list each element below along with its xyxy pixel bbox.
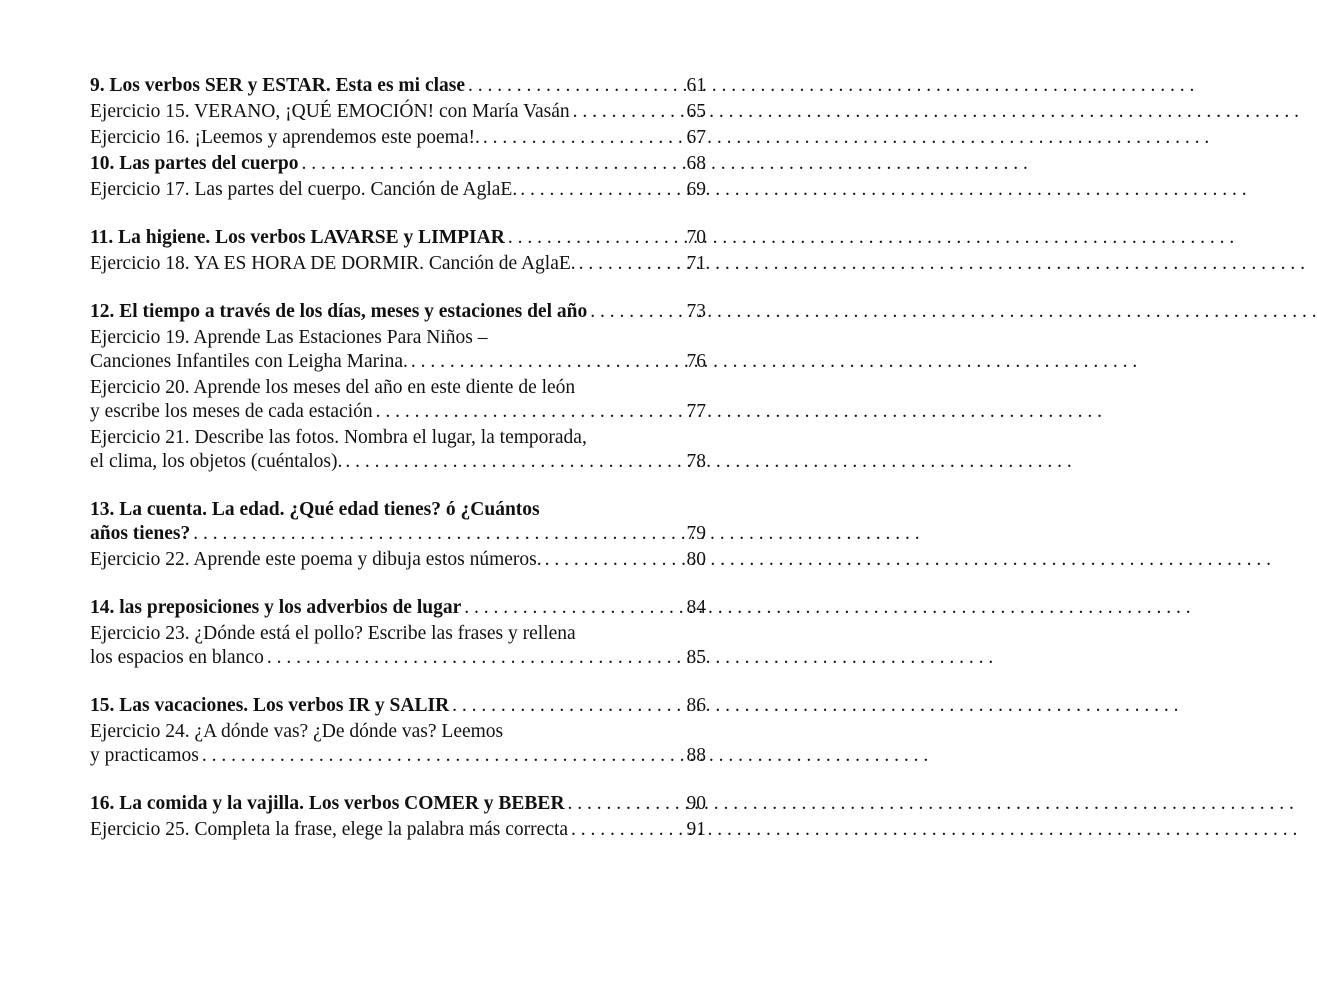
dot-leader bbox=[190, 522, 686, 546]
page-number: 88 bbox=[686, 745, 706, 766]
entry-title: 10. Las partes del cuerpo bbox=[90, 153, 299, 174]
entry-title-line: Ejercicio 21. Describe las fotos. Nombra el lugar, la temporada, bbox=[90, 427, 587, 448]
toc-section bbox=[90, 498, 706, 572]
page-number: 90 bbox=[686, 793, 706, 814]
exercise-entry[interactable] bbox=[90, 376, 706, 424]
entry-leader-line bbox=[90, 818, 706, 842]
toc-section bbox=[90, 596, 706, 670]
dot-leader bbox=[568, 818, 686, 842]
entry-leader-line bbox=[90, 400, 706, 424]
exercise-entry[interactable] bbox=[90, 622, 706, 670]
chapter-entry[interactable] bbox=[90, 792, 706, 816]
entry-title: 11. La higiene. Los verbos LAVARSE y LIMPIAR bbox=[90, 227, 505, 248]
toc-section bbox=[90, 226, 706, 276]
chapter-entry[interactable] bbox=[90, 498, 706, 546]
dot-leader bbox=[449, 694, 686, 718]
exercise-entry[interactable] bbox=[90, 426, 706, 474]
dot-leader bbox=[465, 74, 686, 98]
entry-leader-line bbox=[90, 522, 706, 546]
page-number: 78 bbox=[686, 451, 706, 472]
dot-leader bbox=[576, 252, 687, 276]
entry-title: Ejercicio 17. Las partes del cuerpo. Canción de AglaE. bbox=[90, 179, 518, 200]
dot-leader bbox=[342, 450, 686, 474]
page-number: 80 bbox=[686, 549, 706, 570]
entry-leader-line bbox=[90, 596, 706, 620]
entry-title: 12. El tiempo a través de los días, meses y estaciones del año bbox=[90, 301, 588, 322]
exercise-entry[interactable] bbox=[90, 548, 706, 572]
dot-leader bbox=[565, 792, 687, 816]
page-number: 70 bbox=[686, 227, 706, 248]
entry-title: Ejercicio 25. Completa la frase, elege la palabra más correcta bbox=[90, 819, 569, 840]
page-number: 61 bbox=[686, 75, 706, 96]
dot-leader bbox=[480, 126, 687, 150]
exercise-entry[interactable] bbox=[90, 252, 706, 276]
entry-title: Ejercicio 16. ¡Leemos y aprendemos este poema!. bbox=[90, 127, 480, 148]
entry-title-line: Ejercicio 19. Aprende Las Estaciones Para Niños – bbox=[90, 327, 488, 348]
page-number: 79 bbox=[686, 523, 706, 544]
entry-leader-line bbox=[90, 74, 706, 98]
entry-leader-line bbox=[90, 152, 706, 176]
page-number: 65 bbox=[686, 101, 706, 122]
dot-leader bbox=[199, 744, 687, 768]
dot-leader bbox=[517, 178, 686, 202]
page-number: 68 bbox=[686, 153, 706, 174]
entry-leader-line bbox=[90, 300, 706, 324]
exercise-entry[interactable] bbox=[90, 326, 706, 374]
page-number: 76 bbox=[686, 351, 706, 372]
entry-leader-line bbox=[90, 100, 706, 124]
entry-title: años tienes? bbox=[90, 523, 191, 544]
entry-title-line: Ejercicio 20. Aprende los meses del año en este diente de león bbox=[90, 377, 576, 398]
dot-leader bbox=[299, 152, 687, 176]
entry-title: 9. Los verbos SER y ESTAR. Esta es mi clase bbox=[90, 75, 466, 96]
page-number: 73 bbox=[686, 301, 706, 322]
entry-title: los espacios en blanco bbox=[90, 647, 264, 668]
exercise-entry[interactable] bbox=[90, 126, 706, 150]
page-number: 84 bbox=[686, 597, 706, 618]
entry-leader-line bbox=[90, 548, 706, 572]
page-number: 85 bbox=[686, 647, 706, 668]
entry-leader-line bbox=[90, 178, 706, 202]
toc-section bbox=[90, 300, 706, 474]
chapter-entry[interactable] bbox=[90, 152, 706, 176]
dot-leader bbox=[505, 226, 687, 250]
dot-leader bbox=[587, 300, 686, 324]
dot-leader bbox=[542, 548, 687, 572]
dot-leader bbox=[264, 646, 687, 670]
page-number: 67 bbox=[686, 127, 706, 148]
entry-title: 16. La comida y la vajilla. Los verbos COMER y BEBER bbox=[90, 793, 565, 814]
entry-leader-line bbox=[90, 350, 706, 374]
chapter-entry[interactable] bbox=[90, 694, 706, 718]
exercise-entry[interactable] bbox=[90, 100, 706, 124]
chapter-entry[interactable] bbox=[90, 226, 706, 250]
dot-leader bbox=[570, 100, 687, 124]
exercise-entry[interactable] bbox=[90, 720, 706, 768]
entry-title: 15. Las vacaciones. Los verbos IR y SALIR bbox=[90, 695, 450, 716]
entry-leader-line bbox=[90, 226, 706, 250]
dot-leader bbox=[408, 350, 687, 374]
entry-leader-line bbox=[90, 792, 706, 816]
exercise-entry[interactable] bbox=[90, 818, 706, 842]
entry-title: y practicamos bbox=[90, 745, 199, 766]
entry-leader-line bbox=[90, 252, 706, 276]
entry-title: Ejercicio 18. YA ES HORA DE DORMIR. Canción de AglaE. bbox=[90, 253, 576, 274]
entry-leader-line bbox=[90, 744, 706, 768]
page-number: 91 bbox=[686, 819, 706, 840]
toc-section bbox=[90, 694, 706, 768]
chapter-entry[interactable] bbox=[90, 74, 706, 98]
entry-title: Ejercicio 22. Aprende este poema y dibuja estos números. bbox=[90, 549, 542, 570]
page-number: 71 bbox=[686, 253, 706, 274]
dot-leader bbox=[373, 400, 687, 424]
entry-title: Canciones Infantiles con Leigha Marina. bbox=[90, 351, 408, 372]
page-number: 69 bbox=[686, 179, 706, 200]
entry-leader-line bbox=[90, 646, 706, 670]
entry-title: 14. las preposiciones y los adverbios de lugar bbox=[90, 597, 462, 618]
page-number: 86 bbox=[686, 695, 706, 716]
entry-title: el clima, los objetos (cuéntalos). bbox=[90, 451, 343, 472]
entry-leader-line bbox=[90, 126, 706, 150]
table-of-contents bbox=[90, 74, 706, 866]
chapter-entry[interactable] bbox=[90, 300, 706, 324]
entry-title-line: Ejercicio 24. ¿A dónde vas? ¿De dónde vas? Leemos bbox=[90, 721, 504, 742]
entry-leader-line bbox=[90, 694, 706, 718]
page-number: 77 bbox=[686, 401, 706, 422]
entry-title: y escribe los meses de cada estación bbox=[90, 401, 373, 422]
entry-title-line: 13. La cuenta. La edad. ¿Qué edad tienes? ó ¿Cuántos bbox=[90, 499, 540, 520]
toc-section bbox=[90, 792, 706, 842]
exercise-entry[interactable] bbox=[90, 178, 706, 202]
entry-title: Ejercicio 15. VERANO, ¡QUÉ EMOCIÓN! con María Vasán bbox=[90, 101, 570, 122]
entry-leader-line bbox=[90, 450, 706, 474]
dot-leader bbox=[461, 596, 686, 620]
toc-section bbox=[90, 74, 706, 202]
entry-title-line: Ejercicio 23. ¿Dónde está el pollo? Escribe las frases y rellena bbox=[90, 623, 576, 644]
chapter-entry[interactable] bbox=[90, 596, 706, 620]
